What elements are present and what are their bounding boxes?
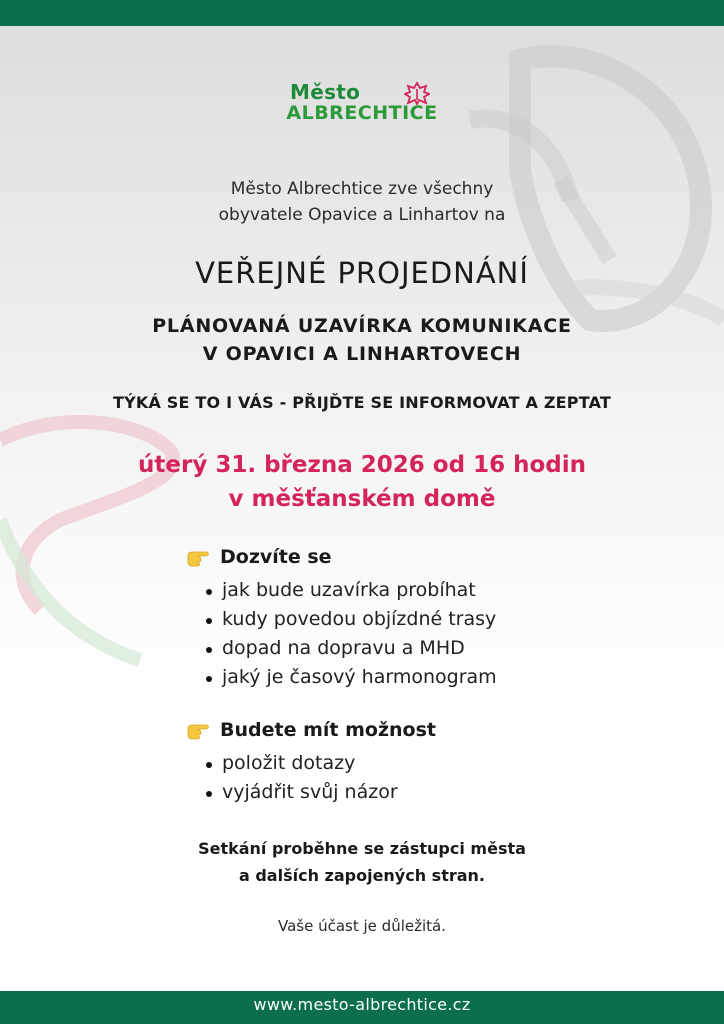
learn-heading: Dozvíte se: [220, 546, 332, 568]
top-bar: [0, 0, 724, 26]
event-subtitle: [0, 312, 724, 368]
meeting-line-1: Setkání proběhne se zástupci města: [198, 839, 526, 858]
list-item: jaký je časový harmonogram: [186, 663, 686, 692]
closing-note: Vaše účast je důležitá.: [278, 917, 446, 935]
invitation-intro: [0, 176, 724, 228]
subtitle-line-2: V OPAVICI A LINHARTOVECH: [202, 343, 522, 365]
learn-list: [186, 576, 686, 692]
logo-text-mesto: Město: [290, 80, 361, 104]
event-place: v měšťanském domě: [228, 486, 496, 512]
list-item: dopad na dopravu a MHD: [186, 634, 686, 663]
list-item: jak bude uzavírka probíhat: [186, 576, 686, 605]
city-logo: [240, 80, 484, 128]
meeting-line-2: a dalších zapojených stran.: [238, 866, 486, 885]
tagline: TÝKÁ SE TO I VÁS - PŘIJĎTE SE INFORMOVAT A ZEPTAT: [112, 393, 612, 412]
logo-text-albrechtice: ALBRECHTICE: [286, 102, 438, 124]
event-date: úterý 31. března 2026 od 16 hodin: [138, 452, 586, 478]
learn-section: [186, 546, 686, 692]
website-link[interactable]: www.mesto-albrechtice.cz: [253, 995, 471, 1014]
list-item: kudy povedou objízdné trasy: [186, 605, 686, 634]
event-date-place: [0, 448, 724, 516]
pointing-hand-icon: [186, 722, 210, 740]
chance-heading: Budete mít možnost: [220, 719, 436, 741]
intro-line-1: Město Albrechtice zve všechny: [230, 179, 494, 199]
page-title: VEŘEJNÉ PROJEDNÁNÍ: [195, 256, 529, 290]
chance-list: [186, 749, 686, 807]
list-item: položit dotazy: [186, 749, 686, 778]
pointing-hand-icon: [186, 549, 210, 567]
list-item: vyjádřit svůj názor: [186, 778, 686, 807]
chance-section: [186, 719, 686, 807]
meeting-info: [0, 835, 724, 889]
subtitle-line-1: PLÁNOVANÁ UZAVÍRKA KOMUNIKACE: [152, 315, 572, 337]
intro-line-2: obyvatele Opavice a Linhartov na: [218, 205, 506, 225]
